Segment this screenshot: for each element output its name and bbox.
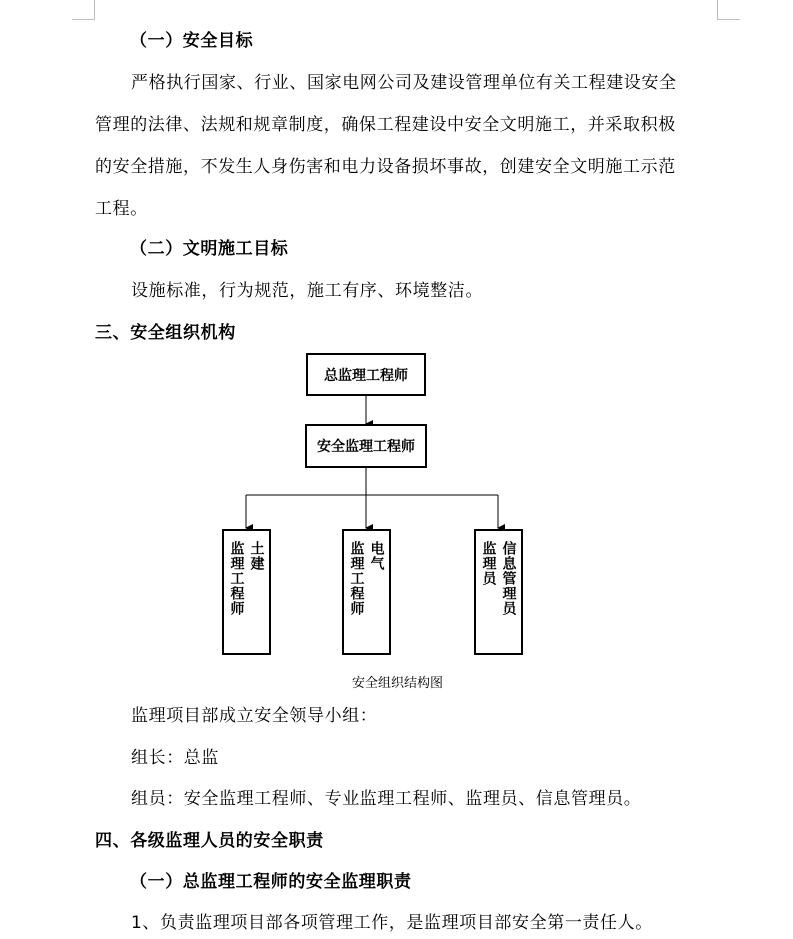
org-box-label: 电气 <box>368 541 385 571</box>
org-box-label: 监理工程师 <box>348 541 365 616</box>
section-heading-organization: 三、安全组织机构 <box>95 323 236 343</box>
org-box-civil-engineer <box>222 529 271 655</box>
section-heading-responsibilities: 四、各级监理人员的安全职责 <box>95 831 324 851</box>
paragraph-line: 组员：安全监理工程师、专业监理工程师、监理员、信息管理员。 <box>131 789 642 809</box>
paragraph-line: 设施标准，行为规范，施工有序、环境整洁。 <box>131 281 483 301</box>
org-box-safety-engineer <box>305 424 427 468</box>
org-box-label: 信息管理员 <box>500 541 517 616</box>
org-box-label: 监理员 <box>480 541 497 586</box>
org-box-label: 安全监理工程师 <box>317 439 415 455</box>
org-chart-caption: 安全组织结构图 <box>352 676 444 691</box>
org-box-electrical-engineer <box>342 529 391 655</box>
subsection-heading-chief-engineer-duties: （一）总监理工程师的安全监理职责 <box>130 872 412 892</box>
section-heading-civilized-construction: （二）文明施工目标 <box>130 239 289 259</box>
paragraph-line: 1、负责监理项目部各项管理工作，是监理项目部安全第一责任人。 <box>131 913 653 933</box>
section-heading-safety-goal: （一）安全目标 <box>130 31 254 51</box>
paragraph-line: 组长：总监 <box>131 748 219 768</box>
org-box-label: 监理工程师 <box>228 541 245 616</box>
paragraph-line: 工程。 <box>95 199 148 219</box>
org-box-chief-engineer <box>306 353 426 396</box>
org-box-supervisor-info-manager <box>474 529 523 655</box>
paragraph-line: 监理项目部成立安全领导小组： <box>131 706 378 726</box>
org-box-label: 土建 <box>248 541 265 571</box>
paragraph-line: 严格执行国家、行业、国家电网公司及建设管理单位有关工程建设安全 <box>131 73 677 93</box>
paragraph-line: 管理的法律、法规和规章制度，确保工程建设中安全文明施工，并采取积极 <box>95 115 676 135</box>
org-box-label: 总监理工程师 <box>324 367 408 384</box>
paragraph-line: 的安全措施，不发生人身伤害和电力设备损坏事故，创建安全文明施工示范 <box>95 157 676 177</box>
